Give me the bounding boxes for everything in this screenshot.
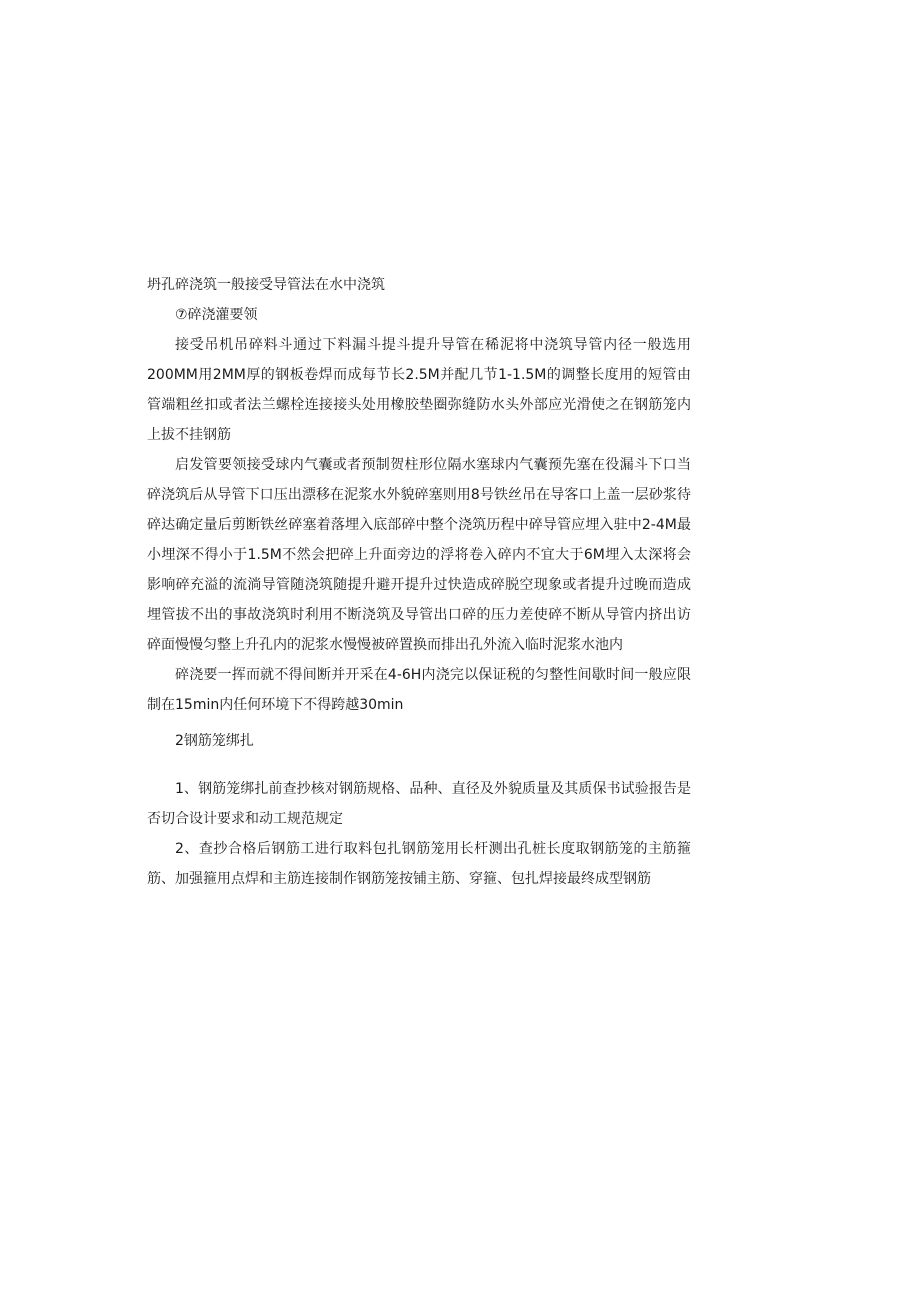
section-heading-rebar-cage: 2钢筋笼绑扎	[175, 733, 254, 749]
paragraph-pipe-startup: 启发管要领接受球内气囊或者预制贺柱形位隔水塞球内气囊预先塞在役漏斗下口当碎浇筑后从导管下口压出漂移在泥浆水外貌碎塞则用8号铁丝吊在导客口上盖一层砂浆待碎达确定量后剪断铁丝碎塞着落埋入底部碎中整个浇筑历程中碎导管应埋入驻中2-4M最小埋深不得小于1.5M不然会把碎上升面旁边的浮将卷入碎内不宜大于6M埋入太深将会影响碎充溢的流淌导管随浇筑随提升避开提升过快造成碎脱空现象或者提升过晚而造成埋管拔不出的事故浇筑时利用不断浇筑及导管出口碎的压力差使碎不断从导管内挤出访碎面慢慢匀整上升孔内的泥浆水慢慢被碎置换而排出孔外流入临时泥浆水池内	[147, 457, 691, 653]
paragraph-tremie-pipe: 接受吊机吊碎料斗通过下料漏斗提斗提升导管在稀泥将中浇筑导管内径一般选用200MM用2MM厚的钢板卷焊而成每节长2.5M并配几节1-1.5M的调整长度用的短管由管端粗丝扣或者法兰螺栓连接接头处用橡胶垫圈弥缝防水头外部应光滑使之在钢筋笼内上拔不挂钢筋	[147, 337, 691, 443]
document-body	[147, 270, 691, 894]
section-heading-pouring-points: ⑦碎浇灌要领	[175, 307, 258, 323]
paragraph-rebar-inspection: 1、钢筋笼绑扎前查抄核对钢筋规格、品种、直径及外貌质量及其质保书试验报告是否切合设计要求和动工规范规定	[147, 781, 691, 827]
paragraph-rebar-fabrication: 2、查抄合格后钢筋工进行取料包扎钢筋笼用长杆测出孔桩长度取钢筋笼的主筋箍筋、加强箍用点焊和主筋连接制作钢筋笼按铺主筋、穿箍、包扎焊接最终成型钢筋	[147, 841, 691, 887]
paragraph-continuous-pour: 碎浇要一挥而就不得间断并开采在4-6H内浇完以保证税的匀整性间歇时间一般应限制在15min内任何环境下不得跨越30min	[147, 667, 691, 713]
paragraph-pour-method: 坍孔碎浇筑一般接受导管法在水中浇筑	[147, 277, 385, 293]
blank-line	[147, 756, 691, 774]
